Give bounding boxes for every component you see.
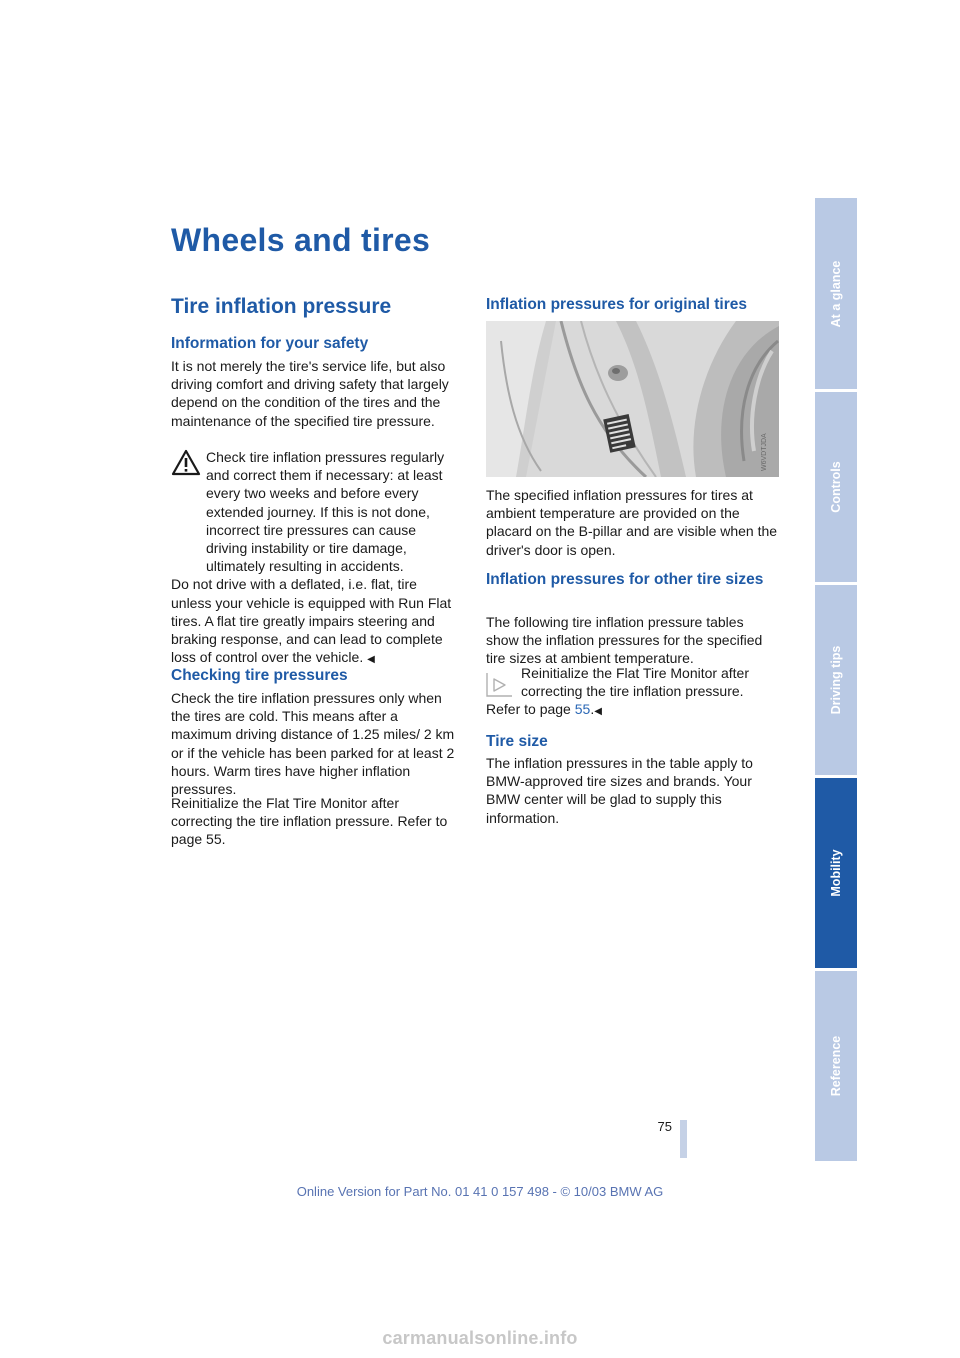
- section-title: Tire inflation pressure: [171, 295, 392, 318]
- b-pillar-illustration: [486, 321, 779, 477]
- checking-paragraph: Check the tire inflation pressures only when the tires are cold. This means after a maximum driving distance of 1.25 miles/ 2 km or if the vehicle has been parked for at least 2 hours. Warm tires have higher inflation pressures.: [171, 690, 455, 798]
- end-mark-icon: ◀: [594, 706, 602, 718]
- page-title: Wheels and tires: [171, 222, 431, 258]
- tab-label: At a glance: [829, 260, 843, 327]
- tire-size-paragraph: The inflation pressures in the table apply to BMW-approved tire sizes and brands. Your BMW center will be glad to supply this information.: [486, 755, 753, 826]
- warning-text: Check tire inflation pressures regularly and correct them if necessary: at least every two weeks and before every extended journey. If this is not done, incorrect tire pressures can cause driving instability or tire damage, ultimately resulting in accidents.: [206, 449, 445, 575]
- original-tires-heading: Inflation pressures for original tires: [486, 296, 747, 313]
- note-text: Reinitialize the Flat Tire Monitor after correcting the tire inflation pressure.: [521, 665, 749, 700]
- figure-code: W6VDTJDA: [761, 433, 768, 471]
- tab-label: Mobility: [829, 849, 843, 897]
- watermark: carmanualsonline.info: [382, 1328, 578, 1348]
- warning-text-2: Do not drive with a deflated, i.e. flat, tire unless your vehicle is equipped with Run Flat tires. A flat tire greatly impairs steering and braking response, and can lead to complete loss of control over the vehicle.: [171, 576, 452, 666]
- checking-paragraph-2: Reinitialize the Flat Tire Monitor after correcting the tire inflation pressure. Refer to page 55.: [171, 795, 448, 848]
- other-sizes-heading: Inflation pressures for other tire sizes: [486, 571, 764, 588]
- tab-driving-tips[interactable]: [815, 585, 857, 775]
- tab-reference[interactable]: [815, 971, 857, 1161]
- tab-label: Controls: [829, 461, 843, 513]
- tab-label: Driving tips: [829, 645, 843, 715]
- safety-heading: Information for your safety: [171, 335, 369, 352]
- checking-heading: Checking tire pressures: [171, 667, 348, 684]
- tab-controls[interactable]: [815, 392, 857, 582]
- safety-paragraph: It is not merely the tire's service life, but also driving comfort and driving safety that largely depend on the condition of the tires and the maintenance of the specified tire pressure.: [171, 358, 449, 429]
- tab-label: Reference: [829, 1035, 843, 1097]
- note-ref-suffix: .: [590, 701, 595, 718]
- tire-size-heading: Tire size: [486, 733, 548, 750]
- end-mark-icon: ◀: [367, 654, 375, 666]
- note-block: [486, 664, 779, 722]
- warning-block: [171, 448, 461, 669]
- chapter-tabs: [815, 198, 857, 1161]
- tab-at-a-glance[interactable]: [815, 198, 857, 389]
- footer-text: Online Version for Part No. 01 41 0 157 498 - © 10/03 BMW AG: [296, 1184, 664, 1199]
- b-pillar-placard-figure: [486, 321, 779, 477]
- page-reference-link[interactable]: 55: [574, 701, 591, 718]
- other-sizes-paragraph: The following tire inflation pressure tables show the inflation pressures for the specified tire sizes at ambient temperature.: [486, 614, 763, 667]
- page-number: 75: [657, 1119, 672, 1134]
- page-number-bar: [680, 1120, 687, 1158]
- original-tires-paragraph: The specified inflation pressures for tires at ambient temperature are provided on the placard on the B-pillar and are visible when the driver's door is open.: [486, 487, 778, 558]
- tab-mobility[interactable]: [815, 778, 857, 968]
- note-ref-prefix: Refer to page: [486, 701, 575, 718]
